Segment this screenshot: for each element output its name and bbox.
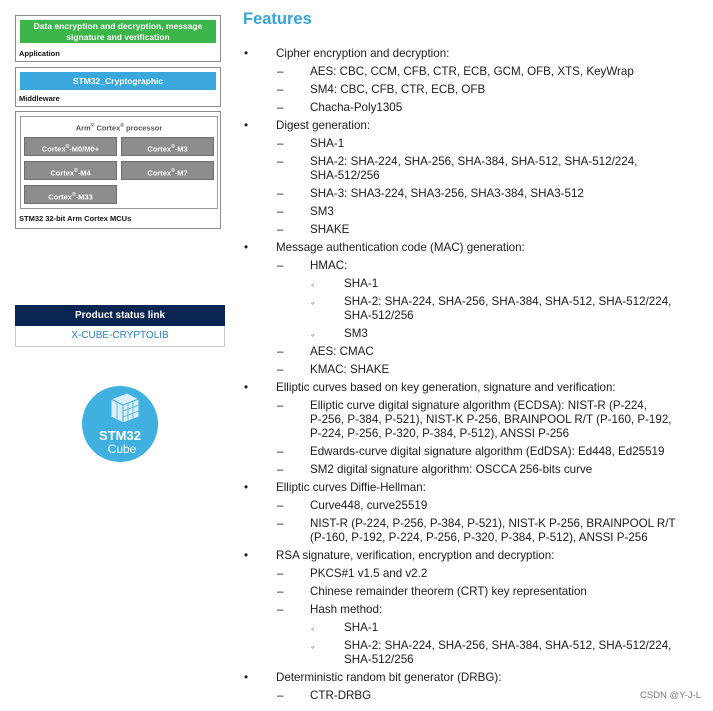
bullet-icon: •: [244, 119, 249, 132]
core-m4: Cortex®-M4: [24, 161, 117, 180]
feature-line: SHA-2: SHA-224, SHA-256, SHA-384, SHA-512, SHA-512/224,: [344, 639, 672, 652]
features-heading: Features: [243, 10, 312, 28]
mcu-label: STM32 32-bit Arm Cortex MCUs: [19, 214, 132, 223]
bullet-icon: •: [244, 671, 249, 684]
feature-line: RSA signature, verification, encryption and decryption:: [276, 549, 555, 562]
core-m0: Cortex®-M0/M0+: [24, 137, 117, 156]
circle-bullet-icon: ◦: [311, 280, 315, 290]
dash-icon: –: [277, 603, 284, 616]
feature-line: SHA-3: SHA3-224, SHA3-256, SHA3-384, SHA3-512: [310, 187, 584, 200]
core-m3: Cortex®-M3: [121, 137, 214, 156]
product-status-link[interactable]: X-CUBE-CRYPTOLIB: [15, 326, 225, 347]
feature-line: SHAKE: [310, 223, 350, 236]
dash-icon: –: [277, 205, 284, 218]
feature-line: SHA-512/256: [310, 169, 380, 182]
bullet-icon: •: [244, 481, 249, 494]
feature-line: P-224, P-256, P-320, P-384, P-512), ANSSI P-256: [310, 427, 570, 440]
feature-line: (P-160, P-192, P-224, P-256, P-320, P-384, P-512), ANSSI P-256: [310, 531, 648, 544]
feature-line: AES: CMAC: [310, 345, 374, 358]
dash-icon: –: [277, 137, 284, 150]
watermark: CSDN @Y-J-L: [639, 690, 701, 701]
feature-line: HMAC:: [310, 259, 348, 272]
feature-line: SHA-2: SHA-224, SHA-256, SHA-384, SHA-512, SHA-512/224,: [310, 155, 638, 168]
feature-line: KMAC: SHAKE: [310, 363, 390, 376]
feature-line: AES: CBC, CCM, CFB, CTR, ECB, GCM, OFB, XTS, KeyWrap: [310, 65, 634, 78]
dash-icon: –: [277, 399, 284, 412]
dash-icon: –: [277, 585, 284, 598]
feature-line: Digest generation:: [276, 119, 371, 132]
dash-icon: –: [277, 567, 284, 580]
dash-icon: –: [277, 517, 284, 530]
bullet-icon: •: [244, 381, 249, 394]
feature-line: CTR-DRBG: [310, 689, 372, 702]
application-layer: [15, 15, 221, 62]
middleware-layer: [15, 67, 221, 107]
feature-line: SHA-1: [344, 277, 379, 290]
circle-bullet-icon: ◦: [311, 330, 315, 340]
feature-line: Elliptic curves based on key generation, signature and verification:: [276, 381, 616, 394]
application-bar: Data encryption and decryption, message signature and verification: [20, 20, 216, 43]
feature-line: SHA-512/256: [344, 309, 414, 322]
stm32cube-logo: [81, 385, 159, 463]
feature-line: Edwards-curve digital signature algorithm (EdDSA): Ed448, Ed25519: [310, 445, 665, 458]
dash-icon: –: [277, 463, 284, 476]
dash-icon: –: [277, 223, 284, 236]
application-label: Application: [19, 49, 60, 58]
feature-line: SM3: [344, 327, 368, 340]
feature-line: SM2 digital signature algorithm: OSCCA 256-bits curve: [310, 463, 593, 476]
dash-icon: –: [277, 187, 284, 200]
feature-line: SHA-1: [310, 137, 345, 150]
feature-line: Deterministic random bit generator (DRBG):: [276, 671, 502, 684]
dash-icon: –: [277, 155, 284, 168]
feature-line: SM3: [310, 205, 334, 218]
dash-icon: –: [277, 445, 284, 458]
dash-icon: –: [277, 689, 284, 702]
feature-line: Elliptic curves Diffie-Hellman:: [276, 481, 426, 494]
dash-icon: –: [277, 101, 284, 114]
bullet-icon: •: [244, 241, 249, 254]
dash-icon: –: [277, 65, 284, 78]
feature-line: SM4: CBC, CFB, CTR, ECB, OFB: [310, 83, 486, 96]
processor-title: Arm® Cortex® processor: [75, 123, 163, 133]
feature-line: Chinese remainder theorem (CRT) key representation: [310, 585, 587, 598]
dash-icon: –: [277, 83, 284, 96]
feature-line: PKCS#1 v1.5 and v2.2: [310, 567, 428, 580]
feature-line: Elliptic curve digital signature algorithm (ECDSA): NIST-R (P-224,: [310, 399, 647, 412]
middleware-bar: STM32_Cryptographic: [20, 72, 216, 90]
feature-line: SHA-2: SHA-224, SHA-256, SHA-384, SHA-512, SHA-512/224,: [344, 295, 672, 308]
bullet-icon: •: [244, 549, 249, 562]
core-m7: Cortex®-M7: [121, 161, 214, 180]
dash-icon: –: [277, 345, 284, 358]
middleware-label: Middleware: [19, 94, 60, 103]
mcu-layer: [15, 111, 221, 229]
feature-line: Cipher encryption and decryption:: [276, 47, 450, 60]
dash-icon: –: [277, 499, 284, 512]
dash-icon: –: [277, 363, 284, 376]
feature-line: SHA-1: [344, 621, 379, 634]
feature-line: P-256, P-384, P-521), NIST-K P-256, BRAINPOOL R/T (P-160, P-192,: [310, 413, 672, 426]
core-m33: Cortex®-M33: [24, 185, 117, 204]
feature-line: SHA-512/256: [344, 653, 414, 666]
feature-line: NIST-R (P-224, P-256, P-384, P-521), NIST-K P-256, BRAINPOOL R/T: [310, 517, 676, 530]
circle-bullet-icon: ◦: [311, 298, 315, 308]
logo-line2: Cube: [107, 442, 137, 456]
logo-line1: STM32: [99, 428, 141, 443]
feature-line: Hash method:: [310, 603, 383, 616]
feature-line: Chacha-Poly1305: [310, 101, 403, 114]
product-status-header: Product status link: [15, 305, 225, 326]
feature-line: Message authentication code (MAC) generation:: [276, 241, 525, 254]
processor-box: [20, 116, 218, 209]
circle-bullet-icon: ◦: [311, 624, 315, 634]
bullet-icon: •: [244, 47, 249, 60]
feature-line: Curve448, curve25519: [310, 499, 428, 512]
dash-icon: –: [277, 259, 284, 272]
circle-bullet-icon: ◦: [311, 642, 315, 652]
